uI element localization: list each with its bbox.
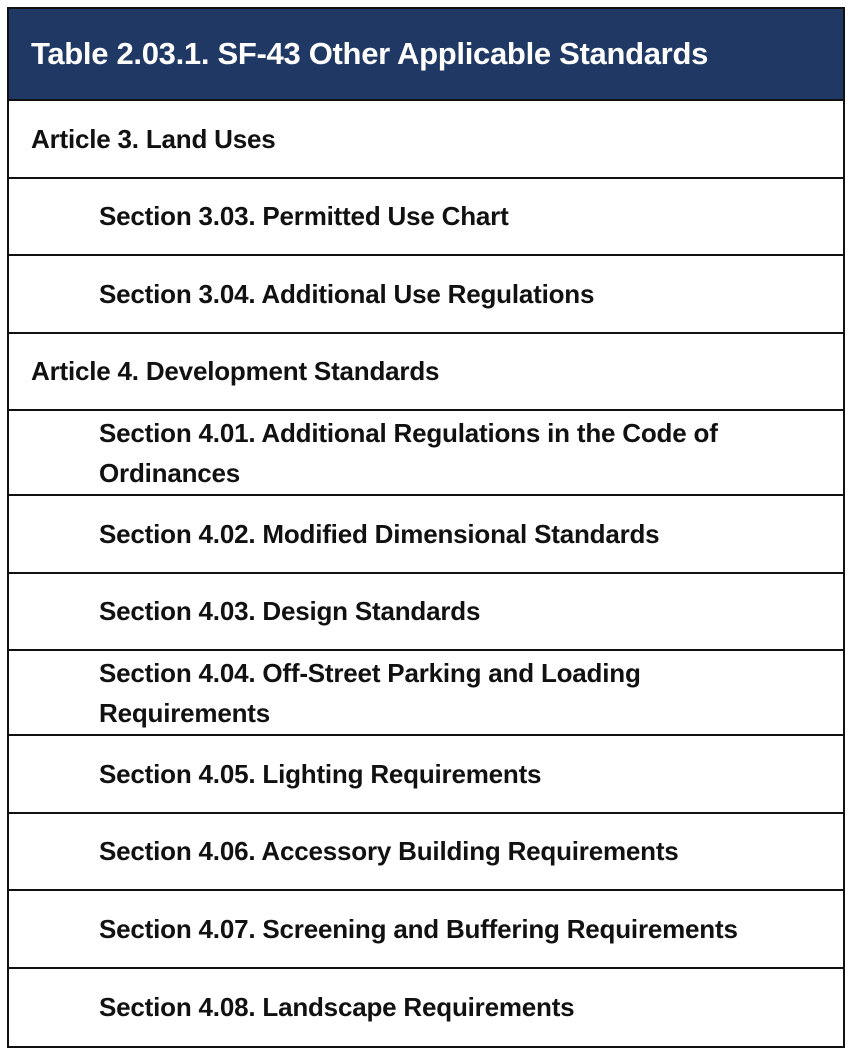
table-title: Table 2.03.1. SF-43 Other Applicable Standards	[9, 9, 843, 101]
table-row-section-4-04: Section 4.04. Off-Street Parking and Loading Requirements	[9, 651, 843, 736]
table-row-article-3: Article 3. Land Uses	[9, 101, 843, 179]
standards-table	[7, 7, 845, 1048]
table-row-section-3-04: Section 3.04. Additional Use Regulations	[9, 256, 843, 334]
table-row-article-4: Article 4. Development Standards	[9, 334, 843, 412]
table-row-section-4-07: Section 4.07. Screening and Buffering Requirements	[9, 891, 843, 969]
table-row-section-4-06: Section 4.06. Accessory Building Requirements	[9, 814, 843, 892]
table-row-section-4-01: Section 4.01. Additional Regulations in the Code of Ordinances	[9, 411, 843, 496]
table-row-section-4-02: Section 4.02. Modified Dimensional Standards	[9, 496, 843, 574]
table-row-section-3-03: Section 3.03. Permitted Use Chart	[9, 179, 843, 257]
table-row-section-4-08: Section 4.08. Landscape Requirements	[99, 992, 575, 1023]
table-row-section-4-03: Section 4.03. Design Standards	[9, 574, 843, 652]
table-row-section-4-05: Section 4.05. Lighting Requirements	[9, 736, 843, 814]
